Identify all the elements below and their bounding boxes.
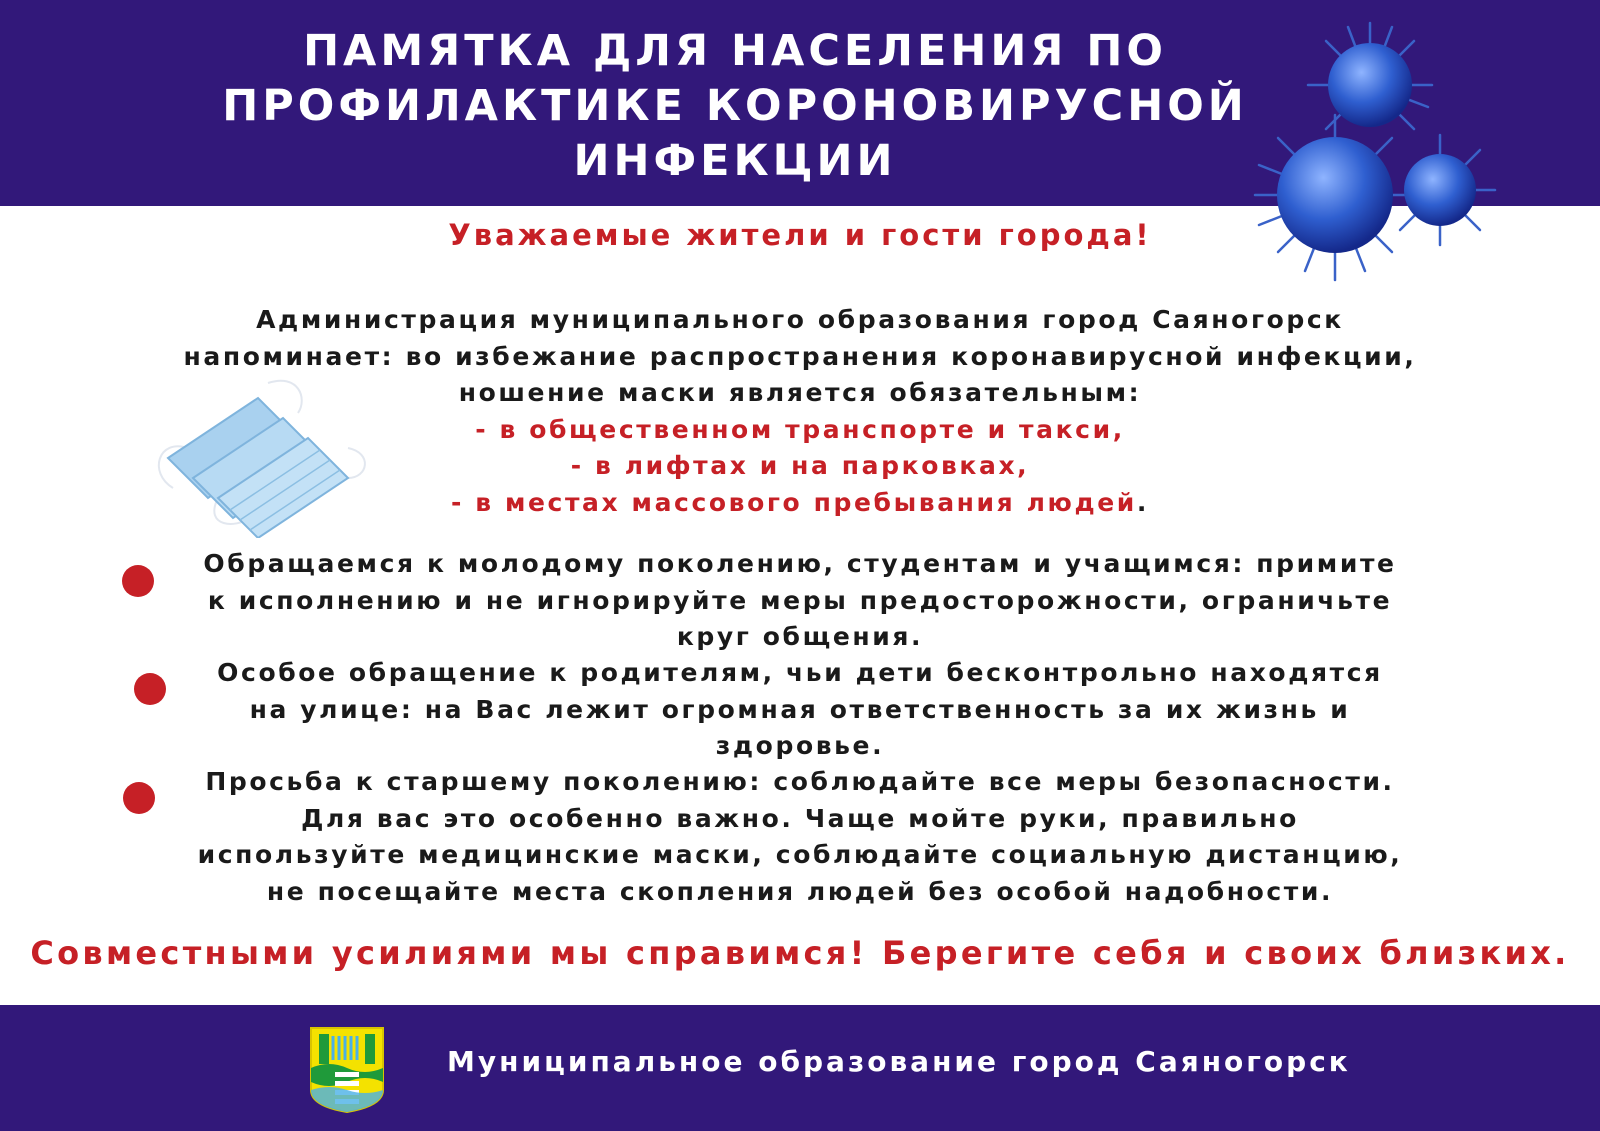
bullet-line: Обращаемся к молодому поколению, студентам и учащимся: примите — [203, 549, 1397, 578]
title-line: ПРОФИЛАКТИКЕ КОРОНОВИРУСНОЙ — [222, 81, 1248, 131]
bullet-line: на улице: на Вас лежит огромная ответственность за их жизнь и — [249, 694, 1351, 724]
title-line: ПАМЯТКА ДЛЯ НАСЕЛЕНИЯ ПО — [303, 26, 1167, 76]
bullet-line: Особое обращение к родителям, чьи дети бесконтрольно находятся — [217, 658, 1383, 687]
masks-illustration — [148, 378, 373, 538]
bullet-line: круг общения. — [676, 622, 924, 651]
place-item: - в лифтах и на парковках, — [570, 451, 1030, 480]
intro-line: ношение маски является обязательным: — [458, 378, 1142, 407]
place-item: - в общественном транспорте и такси, — [475, 414, 1125, 444]
coat-of-arms-icon — [309, 1026, 385, 1114]
place-item: - в местах массового пребывания людей — [450, 487, 1137, 517]
bullet-line: Просьба к старшему поколению: соблюдайте все меры безопасности. — [205, 767, 1395, 796]
closing-text: Совместными усилиями мы справимся! Берегите себя и своих близких. — [30, 934, 1570, 972]
virus-illustration — [1250, 10, 1515, 295]
greeting-text: Уважаемые жители и гости города! — [448, 218, 1152, 252]
intro-period: . — [1136, 487, 1150, 517]
bullet-line: используйте медицинские маски, соблюдайте социальную дистанцию, — [197, 840, 1403, 869]
title-line: ИНФЕКЦИИ — [573, 136, 897, 186]
bullet-line: Для вас это особенно важно. Чаще мойте руки, правильно — [301, 803, 1299, 833]
bullet-line: к исполнению и не игнорируйте меры предосторожности, ограничьте — [207, 585, 1393, 615]
intro-line: Администрация муниципального образования город Саяногорск — [256, 305, 1344, 334]
bullet-paragraph-youth — [100, 546, 1500, 656]
bullet-paragraph-elderly — [100, 764, 1500, 910]
footer-text: Муниципальное образование город Саяногорск — [447, 1045, 1351, 1078]
bullet-line: не посещайте места скопления людей без особой надобности. — [266, 876, 1334, 906]
bullet-line: здоровье. — [715, 731, 885, 760]
intro-line: напоминает: во избежание распространения коронавирусной инфекции, — [183, 341, 1417, 371]
bullet-paragraph-parents — [100, 655, 1500, 765]
page-title — [180, 24, 1290, 189]
